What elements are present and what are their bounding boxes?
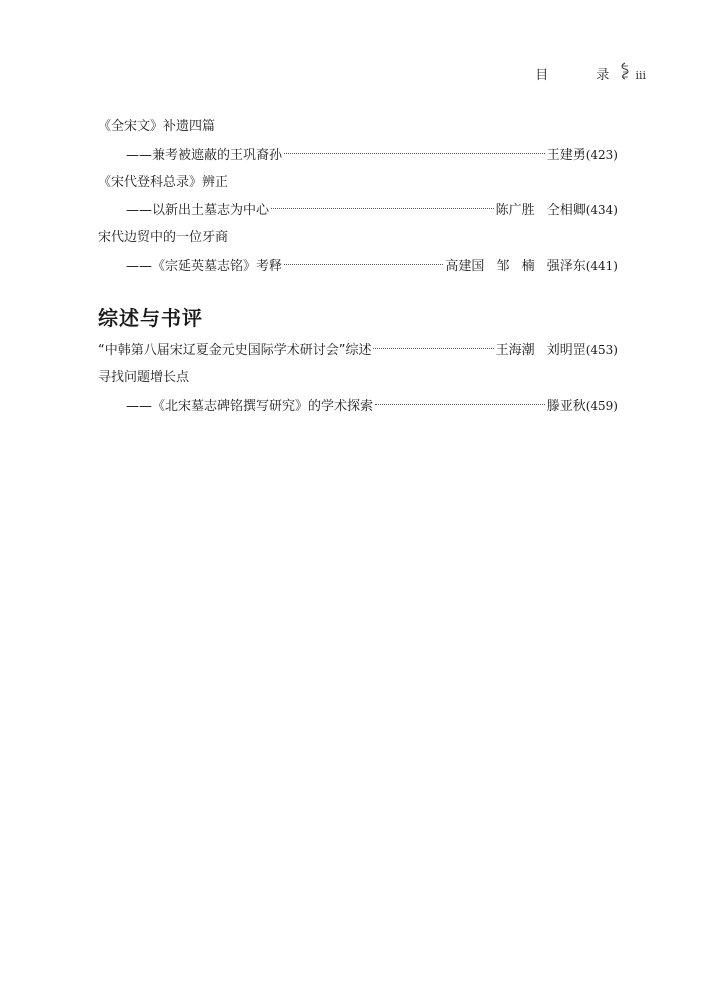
toc-entry-title[interactable] — [98, 172, 618, 194]
entry-author: 王建勇 — [546, 148, 586, 163]
toc-entry-title[interactable] — [98, 116, 618, 138]
entry-page: (441) — [585, 259, 618, 273]
toc-entry-subtitle-line[interactable] — [126, 255, 618, 277]
entry-title: “中韩第八届宋辽夏金元史国际学术研讨会”综述 — [98, 343, 372, 358]
entry-subtitle: ——《宗延英墓志铭》考释 — [126, 259, 283, 274]
running-head-title: 目 录 — [535, 68, 632, 83]
dot-leader — [284, 264, 443, 265]
entry-subtitle: ——《北宋墓志碑铭撰写研究》的学术探索 — [126, 399, 374, 414]
entry-page: (434) — [585, 203, 618, 217]
dot-leader — [373, 348, 493, 349]
entry-page: (459) — [585, 399, 618, 413]
entry-author: 滕亚秋 — [546, 399, 586, 414]
entry-author: 高建国 邹 楠 强泽东 — [445, 259, 586, 274]
entry-page: (453) — [585, 343, 618, 357]
toc-entry-subtitle-line[interactable] — [126, 199, 618, 221]
dot-leader — [271, 208, 494, 209]
page-number: iii — [635, 69, 646, 82]
toc-entry-line[interactable] — [98, 339, 618, 361]
entry-title: 寻找问题增长点 — [98, 370, 190, 385]
entry-subtitle: ——以新出土墓志为中心 — [126, 203, 270, 218]
decorative-ornament-icon — [619, 62, 631, 82]
running-head — [535, 66, 646, 86]
entry-author: 王海潮 刘明罡 — [495, 343, 586, 358]
entry-subtitle: ——兼考被遮蔽的王巩裔孙 — [126, 148, 283, 163]
dot-leader — [375, 404, 545, 405]
entry-title: 《宋代登科总录》辨正 — [98, 175, 229, 190]
toc-entry-subtitle-line[interactable] — [126, 395, 618, 417]
entry-author: 陈广胜 仝相卿 — [495, 203, 586, 218]
section-heading: 综述与书评 — [98, 306, 203, 330]
entry-title: 《全宋文》补遗四篇 — [98, 119, 216, 134]
toc-entry-title[interactable] — [98, 367, 618, 389]
toc-entry-subtitle-line[interactable] — [126, 144, 618, 166]
toc-entry-title[interactable] — [98, 227, 618, 249]
dot-leader — [284, 153, 545, 154]
entry-title: 宋代边贸中的一位牙商 — [98, 230, 229, 245]
entry-page: (423) — [585, 148, 618, 162]
